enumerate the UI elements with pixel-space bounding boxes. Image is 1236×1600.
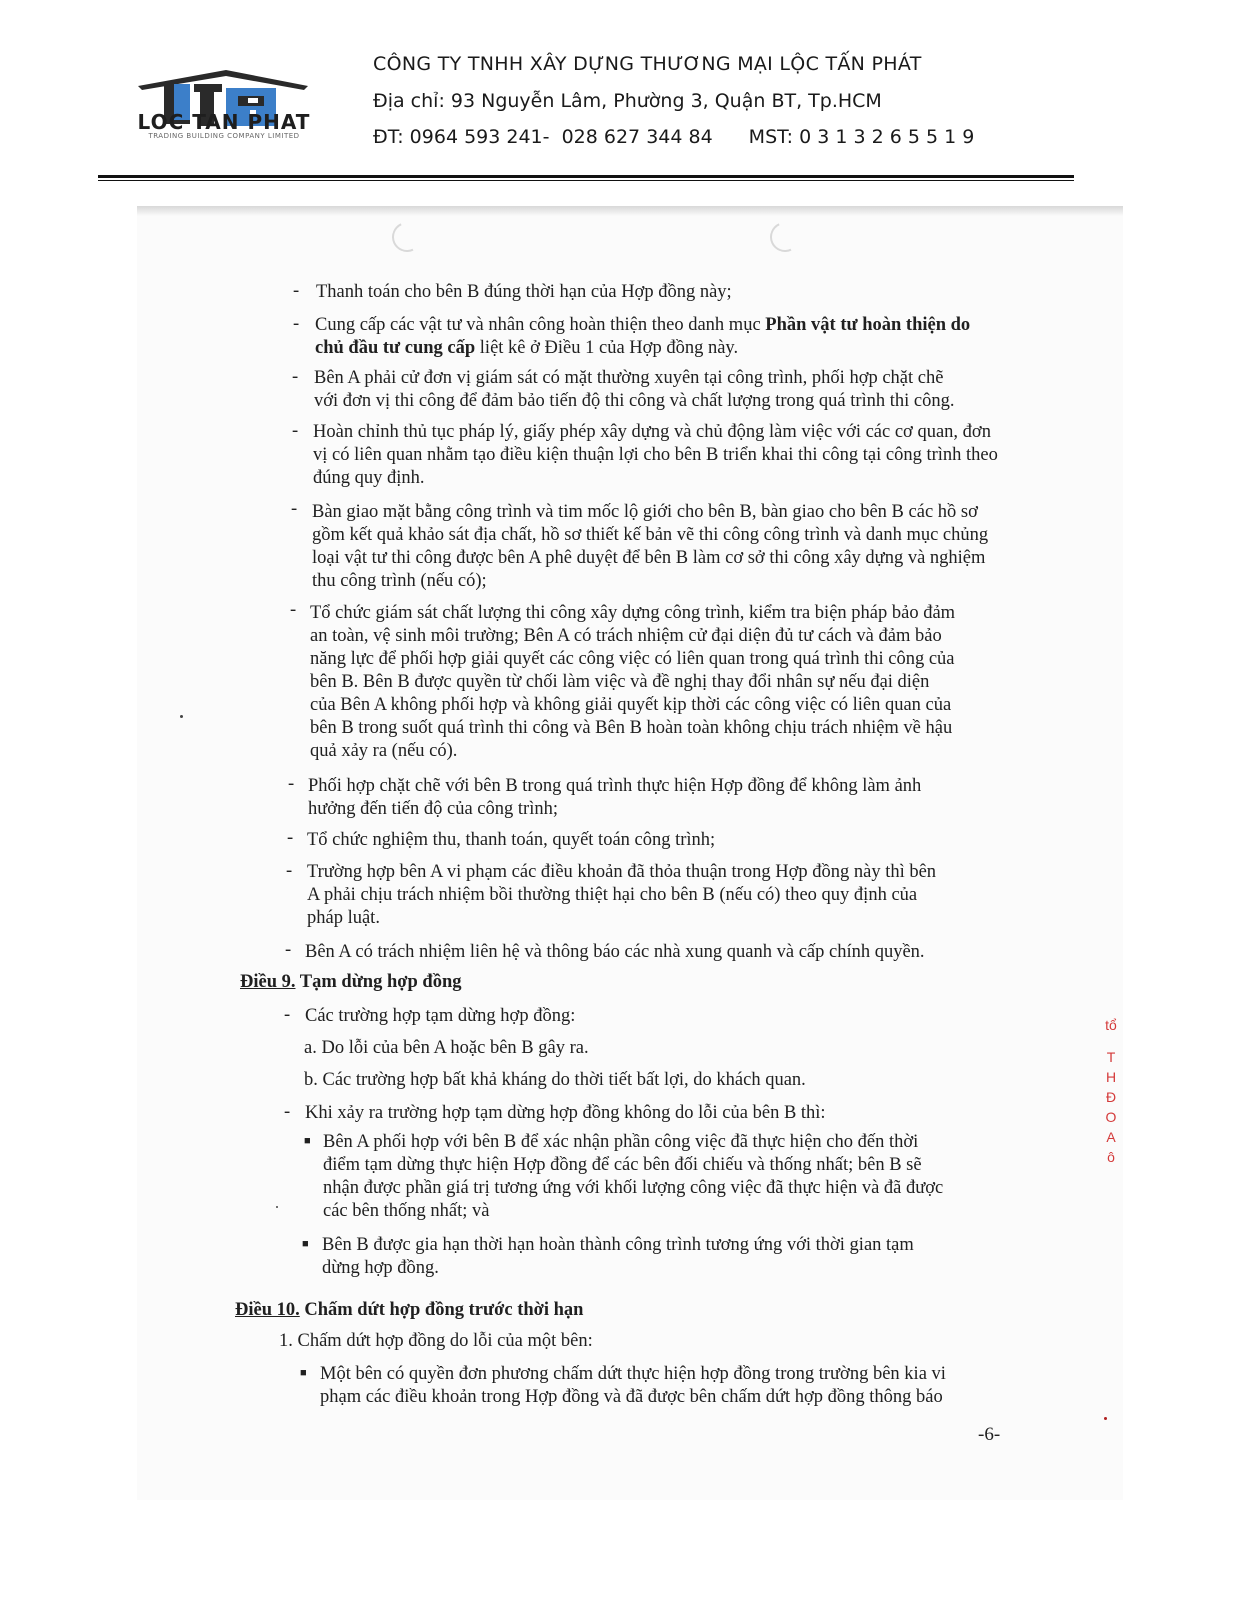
company-phone: ĐT: 0964 593 241- 028 627 344 84 bbox=[373, 126, 713, 148]
list-dash: - bbox=[287, 828, 294, 848]
list-item: Một bên có quyền đơn phương chấm dứt thực hiện hợp đồng trong trường bên kia vi phạm các điều khoản trong Hợp đồng và đã được bên chấm dứt hợp đồng thông báo bbox=[320, 1364, 946, 1407]
header-rule bbox=[98, 175, 1074, 178]
list-dash: - bbox=[293, 281, 300, 301]
list-dash: - bbox=[288, 774, 295, 794]
company-address: Địa chỉ: 93 Nguyễn Lâm, Phường 3, Quận BT, Tp.HCM bbox=[373, 90, 882, 112]
scan-speck bbox=[276, 1206, 278, 1208]
list-dash: - bbox=[293, 314, 300, 334]
letterhead bbox=[0, 0, 1236, 190]
article-9-heading: Điều 9. Tạm dừng hợp đồng bbox=[240, 972, 462, 992]
list-item: Trường hợp bên A vi phạm các điều khoản đã thỏa thuận trong Hợp đồng này thì bên A phải chịu trách nhiệm bồi thường thiệt hại cho bên B (nếu có) theo quy định của pháp luật. bbox=[307, 862, 937, 928]
list-dash: - bbox=[286, 861, 293, 881]
company-name: CÔNG TY TNHH XÂY DỰNG THƯƠNG MẠI LỘC TẤN PHÁT bbox=[373, 53, 922, 75]
list-item: Phối hợp chặt chẽ với bên B trong quá trình thực hiện Hợp đồng để không làm ảnh hưởng đến tiến độ của công trình; bbox=[308, 776, 922, 819]
stamp-edge: tổ T H Ð O A ô bbox=[1105, 1017, 1117, 1165]
company-tax-code: MST: 0 3 1 3 2 6 5 5 1 9 bbox=[748, 126, 975, 148]
list-item: Các trường hợp tạm dừng hợp đồng: bbox=[305, 1006, 576, 1026]
list-item: Tổ chức nghiệm thu, thanh toán, quyết toán công trình; bbox=[307, 830, 716, 850]
list-item: Bên B được gia hạn thời hạn hoàn thành công trình tương ứng với thời gian tạm dừng hợp đồng. bbox=[322, 1235, 914, 1278]
company-contact bbox=[373, 126, 974, 148]
list-dash: - bbox=[290, 600, 297, 620]
header-rule-thin bbox=[98, 180, 1074, 181]
list-item: 1. Chấm dứt hợp đồng do lỗi của một bên: bbox=[279, 1331, 593, 1351]
logo-wordmark: LOC TAN PHAT bbox=[137, 110, 311, 134]
scan-edge bbox=[137, 206, 1123, 216]
list-item: Bên A phải cử đơn vị giám sát có mặt thường xuyên tại công trình, phối hợp chặt chẽ với đơn vị thi công để đảm bảo tiến độ thi công và chất lượng trong quá trình thi công. bbox=[314, 368, 955, 411]
list-item-cont: chủ đầu tư cung cấp liệt kê ở Điều 1 của Hợp đồng này. bbox=[315, 338, 739, 358]
bullet-icon: ■ bbox=[302, 1238, 309, 1250]
scan-speck bbox=[1104, 1417, 1107, 1420]
list-item: Cung cấp các vật tư và nhân công hoàn thiện theo danh mục Phần vật tư hoàn thiện do bbox=[315, 315, 971, 335]
list-item: Tổ chức giám sát chất lượng thi công xây dựng công trình, kiểm tra biện pháp bảo đảm an toàn, vệ sinh môi trường; Bên A có trách nhiệm cử đại diện đủ tư cách và đảm bảo năng lực để phối hợp giải quyết các công việc có liên quan trong quá trình thi công của bên B. Bên B được quyền từ chối làm việc và đề nghị thay đổi nhân sự nếu đại diện của Bên A không phối hợp và không giải quyết kịp thời các công việc có liên quan của bên B trong suốt quá trình thi công và Bên B hoàn toàn không chịu trách nhiệm về hậu quả xảy ra (nếu có). bbox=[310, 603, 956, 761]
list-item: Bên A có trách nhiệm liên hệ và thông báo các nhà xung quanh và cấp chính quyền. bbox=[305, 942, 925, 962]
list-dash: - bbox=[284, 1005, 291, 1025]
page-number: -6- bbox=[978, 1424, 1001, 1445]
list-item: Hoàn chỉnh thủ tục pháp lý, giấy phép xây dựng và chủ động làm việc với các cơ quan, đơn vị có liên quan nhằm tạo điều kiện thuận lợi cho bên B triển khai thi công tại công trình theo đúng quy định. bbox=[313, 422, 998, 488]
list-dash: - bbox=[285, 940, 292, 960]
logo-tagline: TRADING BUILDING COMPANY LIMITED bbox=[148, 132, 300, 140]
scan-speck bbox=[180, 715, 183, 718]
list-item: Bên A phối hợp với bên B để xác nhận phần công việc đã thực hiện cho đến thời điểm tạm dừng thực hiện Hợp đồng để các bên đối chiếu và thống nhất; bên B sẽ nhận được phần giá trị tương ứng với khối lượng công việc đã thực hiện và đã được các bên thống nhất; và bbox=[323, 1132, 944, 1221]
list-dash: - bbox=[284, 1102, 291, 1122]
list-dash: - bbox=[292, 367, 299, 387]
bullet-icon: ■ bbox=[304, 1135, 311, 1147]
list-item: Thanh toán cho bên B đúng thời hạn của Hợp đồng này; bbox=[316, 282, 732, 302]
list-dash: - bbox=[292, 421, 299, 441]
list-dash: - bbox=[291, 499, 298, 519]
list-item: Bàn giao mặt bằng công trình và tim mốc lộ giới cho bên B, bàn giao cho bên B các hồ sơ gồm kết quả khảo sát địa chất, hồ sơ thiết kế bản vẽ thi công công trình và danh mục chủng loại vật tư thi công được bên A phê duyệt để bên B làm cơ sở thi công xây dựng và nghiệm thu công trình (nếu có); bbox=[312, 502, 989, 591]
article-10-heading: Điều 10. Chấm dứt hợp đồng trước thời hạn bbox=[235, 1300, 584, 1320]
list-item: a. Do lỗi của bên A hoặc bên B gây ra. bbox=[304, 1038, 589, 1058]
list-item: Khi xảy ra trường hợp tạm dừng hợp đồng không do lỗi của bên B thì: bbox=[305, 1103, 826, 1123]
list-item: b. Các trường hợp bất khả kháng do thời tiết bất lợi, do khách quan. bbox=[304, 1070, 806, 1090]
bullet-icon: ■ bbox=[300, 1367, 307, 1379]
